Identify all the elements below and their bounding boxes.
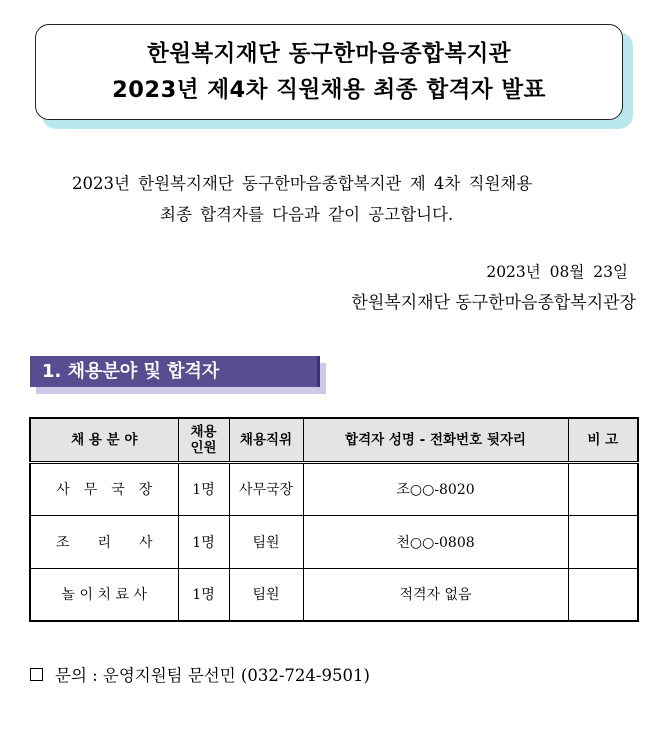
header-position: 채용직위 (229, 418, 303, 462)
cell-field: 사 무 국 장 (30, 462, 178, 515)
cell-note (568, 462, 638, 515)
section-heading: 1. 채용분야 및 합격자 (30, 356, 320, 387)
cell-position: 팀원 (229, 568, 303, 621)
cell-position: 팀원 (229, 515, 303, 568)
hires-table (29, 417, 639, 622)
cell-field: 놀 이 치 료 사 (30, 568, 178, 621)
intro-line-2: 최종 합격자를 다음과 같이 공고합니다. (160, 205, 454, 224)
checkbox-bullet-icon (30, 668, 43, 681)
cell-position: 사무국장 (229, 462, 303, 515)
header-name-phone: 합격자 성명 - 전화번호 뒷자리 (303, 418, 568, 462)
cell-count: 1명 (178, 568, 229, 621)
header-note: 비 고 (568, 418, 638, 462)
organization-signature: 한원복지재단 동구한마음종합복지관장 (351, 293, 636, 313)
title-line-2: 2023년 제4차 직원채용 최종 합격자 발표 (112, 77, 546, 103)
cell-name-phone: 조○○-8020 (303, 462, 568, 515)
contact-text: 문의 : 운영지원팀 문선민 (032-724-9501) (55, 666, 370, 685)
table-row (30, 515, 638, 568)
cell-field: 조 리 사 (30, 515, 178, 568)
header-field: 채 용 분 야 (30, 418, 178, 462)
cell-name-phone: 적격자 없음 (303, 568, 568, 621)
title-line-1: 한원복지재단 동구한마음종합복지관 (146, 41, 512, 67)
cell-note (568, 568, 638, 621)
cell-count: 1명 (178, 462, 229, 515)
header-count: 채용인원 (178, 418, 229, 462)
announcement-date: 2023년 08월 23일 (486, 263, 628, 281)
table-row (30, 462, 638, 515)
intro-line-1: 2023년 한원복지재단 동구한마음종합복지관 제 4차 직원채용 (72, 174, 533, 193)
contact-line (30, 662, 370, 686)
cell-note (568, 515, 638, 568)
announcement-title (35, 24, 623, 120)
table-header-row (30, 418, 638, 462)
cell-name-phone: 천○○-0808 (303, 515, 568, 568)
cell-count: 1명 (178, 515, 229, 568)
table-row (30, 568, 638, 621)
